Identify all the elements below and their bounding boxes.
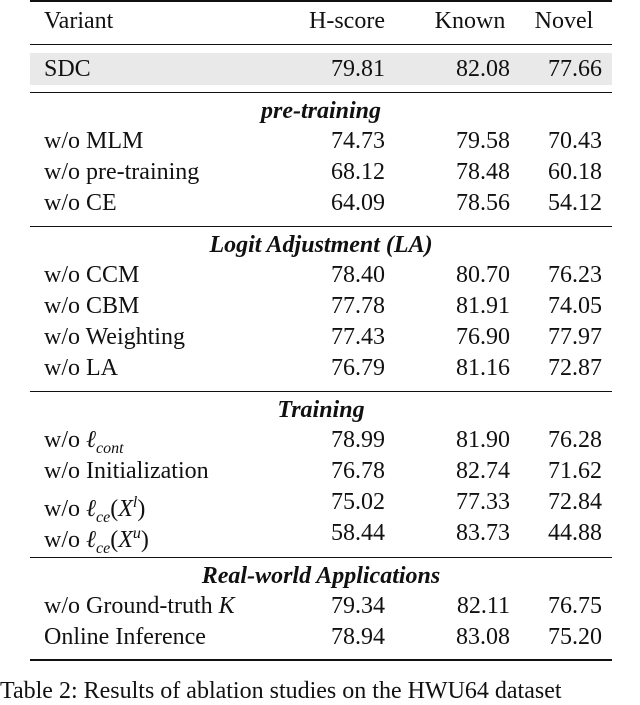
row-variant: w/o $\ell_{ce}(X^u)$ [44, 525, 149, 557]
header-hscore: H-score [309, 8, 385, 34]
table-row [30, 518, 612, 557]
row-known: 76.90 [456, 324, 510, 350]
row-known: 79.58 [456, 128, 510, 154]
table-row [30, 291, 612, 322]
row-hscore: 78.40 [331, 262, 385, 288]
table-bottom-rule [30, 659, 612, 661]
row-novel: 76.75 [548, 593, 602, 619]
row-hscore: 76.78 [331, 458, 385, 484]
table-row [30, 353, 612, 384]
header-rule [30, 44, 612, 45]
table-row [30, 487, 612, 526]
row-novel: 54.12 [548, 190, 602, 216]
row-hscore: 78.94 [331, 624, 385, 650]
sdc-variant: SDC [44, 56, 91, 82]
row-novel: 71.62 [548, 458, 602, 484]
row-known: 82.74 [456, 458, 510, 484]
row-known: 77.33 [456, 489, 510, 515]
row-variant: w/o LA [44, 355, 118, 381]
table-row [30, 126, 612, 157]
row-variant: w/o Ground-truth K [44, 593, 235, 619]
row-novel: 70.43 [548, 128, 602, 154]
row-variant: w/o MLM [44, 128, 144, 154]
row-hscore: 76.79 [331, 355, 385, 381]
sdc-hscore: 79.81 [331, 56, 385, 82]
section-rule [30, 557, 612, 558]
row-hscore: 79.34 [331, 593, 385, 619]
table-row [30, 622, 612, 653]
section-title-pretraining: pre-training [260, 98, 382, 124]
row-variant: w/o CE [44, 190, 117, 216]
table-top-rule [30, 0, 612, 2]
table-row [30, 260, 612, 291]
section-rule [30, 92, 612, 93]
row-variant: w/o Initialization [44, 458, 209, 484]
table-caption: Table 2: Results of ablation studies on the HWU64 dataset [0, 678, 562, 704]
header-variant: Variant [44, 8, 114, 34]
table-row [30, 322, 612, 353]
row-novel: 76.28 [548, 427, 602, 453]
row-variant: w/o CCM [44, 262, 140, 288]
row-hscore: 58.44 [331, 520, 385, 546]
section-title-logit-adjustment: Logit Adjustment (LA) [209, 232, 433, 258]
row-hscore: 75.02 [331, 489, 385, 515]
table-row [30, 188, 612, 219]
table-header-row [30, 6, 612, 37]
row-known: 80.70 [456, 262, 510, 288]
row-hscore: 64.09 [331, 190, 385, 216]
table-row [30, 157, 612, 188]
row-variant: w/o Weighting [44, 324, 185, 350]
row-novel: 72.84 [548, 489, 602, 515]
table-row [30, 456, 612, 487]
row-variant: Online Inference [44, 624, 206, 650]
section-title-real-world: Real-world Applications [201, 563, 441, 589]
sdc-row [30, 53, 612, 85]
row-known: 78.56 [456, 190, 510, 216]
section-rule [30, 226, 612, 227]
header-novel: Novel [534, 8, 594, 34]
row-known: 83.08 [456, 624, 510, 650]
row-variant: w/o ℓ$_{cont}$ [44, 427, 124, 457]
header-known: Known [434, 8, 506, 34]
row-novel: 74.05 [548, 293, 602, 319]
row-novel: 44.88 [548, 520, 602, 546]
row-known: 82.11 [456, 593, 510, 619]
row-known: 83.73 [456, 520, 510, 546]
row-hscore: 68.12 [331, 159, 385, 185]
row-known: 81.91 [456, 293, 510, 319]
table-row [30, 591, 612, 622]
row-hscore: 74.73 [331, 128, 385, 154]
row-known: 81.90 [456, 427, 510, 453]
row-novel: 77.97 [548, 324, 602, 350]
row-hscore: 77.43 [331, 324, 385, 350]
sdc-known: 82.08 [456, 56, 510, 82]
row-known: 78.48 [456, 159, 510, 185]
row-variant: w/o CBM [44, 293, 140, 319]
section-rule [30, 391, 612, 392]
row-known: 81.16 [456, 355, 510, 381]
table-row [30, 425, 612, 456]
section-title-training: Training [277, 397, 365, 423]
row-variant: w/o $\ell_{ce}(X^l)$ [44, 494, 146, 526]
row-novel: 76.23 [548, 262, 602, 288]
row-hscore: 77.78 [331, 293, 385, 319]
row-hscore: 78.99 [331, 427, 385, 453]
row-variant: w/o pre-training [44, 159, 200, 185]
row-novel: 72.87 [548, 355, 602, 381]
row-novel: 75.20 [548, 624, 602, 650]
row-novel: 60.18 [548, 159, 602, 185]
sdc-novel: 77.66 [548, 56, 602, 82]
